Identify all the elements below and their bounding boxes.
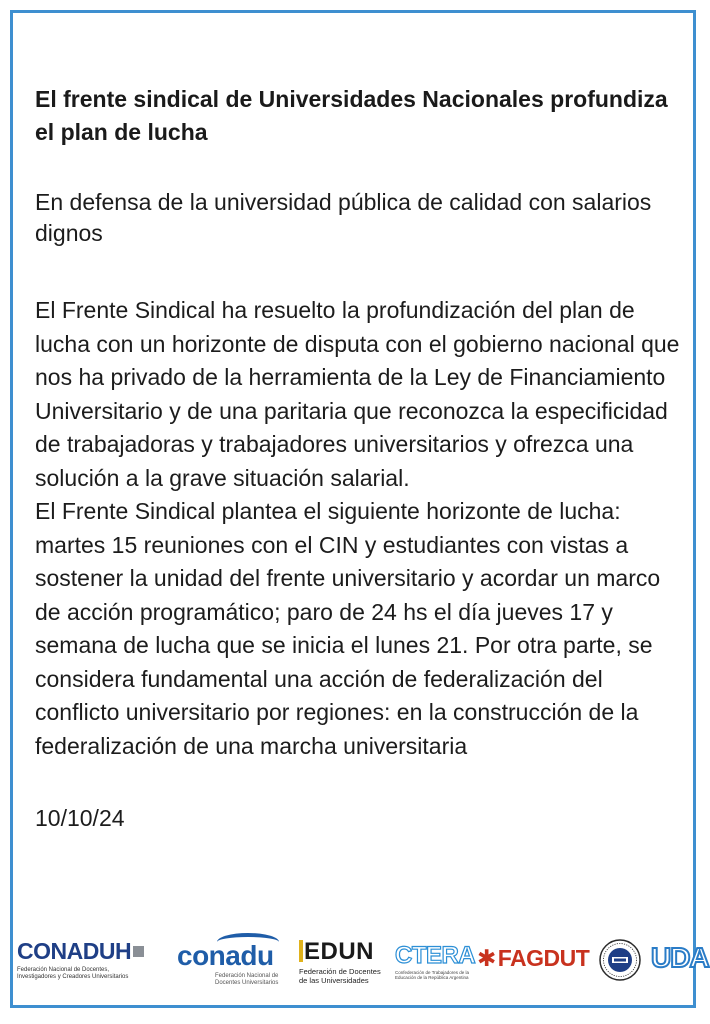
conaduh-logo-text: CONADUH: [17, 938, 132, 964]
seal-icon: [599, 939, 641, 981]
fagdut-logo-text: FAGDUT: [497, 945, 590, 971]
fedun-bar-icon: [299, 940, 303, 962]
ctera-subtitle: Confederación de Trabajadores de la Educación de la República Argentina: [395, 970, 470, 980]
square-icon: [133, 946, 144, 957]
asterisk-icon: ✱: [477, 945, 496, 971]
document-date: 10/10/24: [35, 805, 125, 831]
uda-logo: [651, 941, 709, 975]
document-title: El frente sindical de Universidades Nacionales profundiza el plan de lucha: [35, 86, 668, 145]
fedun-logo: [299, 939, 391, 985]
document-subtitle: En defensa de la universidad pública de calidad con salarios dignos: [35, 189, 652, 246]
fagdut-logo: [477, 945, 595, 971]
document-frame: [10, 10, 709, 1008]
conaduh-subtitle: Federación Nacional de Docentes, Investigadores y Creadores Universitarios: [17, 967, 129, 980]
fedun-subtitle: Federación de Docentes de las Universidades: [299, 967, 381, 985]
ctera-logo: [395, 942, 476, 980]
conaduh-logo: [17, 937, 165, 981]
fedun-logo-text: EDUN: [304, 938, 375, 965]
document-body: [35, 83, 685, 833]
fatun-seal-logo: [599, 939, 641, 981]
paragraph-plan: El Frente Sindical plantea el siguiente horizonte de lucha: martes 15 reuniones con el CIN y estudiantes con vistas a sostener la unidad del frente universitario y acordar un marco de acción programático; paro de 24 hs el día jueves 17 y semana de lucha que se inicia el lunes 21. Por otra parte, se considera fundamental una acción de federalización del conflicto universitario por regiones: en la construcción de la federalización de una marcha universitaria: [35, 498, 661, 759]
uda-logo-text: UDA: [651, 942, 709, 973]
conadu-logo-text: conadu: [177, 940, 274, 971]
ctera-logo-text: CTERA: [395, 942, 476, 969]
paragraph-resolution: El Frente Sindical ha resuelto la profundización del plan de lucha con un horizonte de disputa con el gobierno nacional que nos ha privado de la herramienta de la Ley de Financiamiento Universitario y de una paritaria que reconozca la especificidad de trabajadoras y trabajadores universitarios y ofrezca una solución a la grave situación salarial.: [35, 297, 680, 491]
union-logos-row: [17, 931, 709, 1001]
conadu-subtitle: Federación Nacional de Docentes Universitarios: [215, 973, 279, 986]
